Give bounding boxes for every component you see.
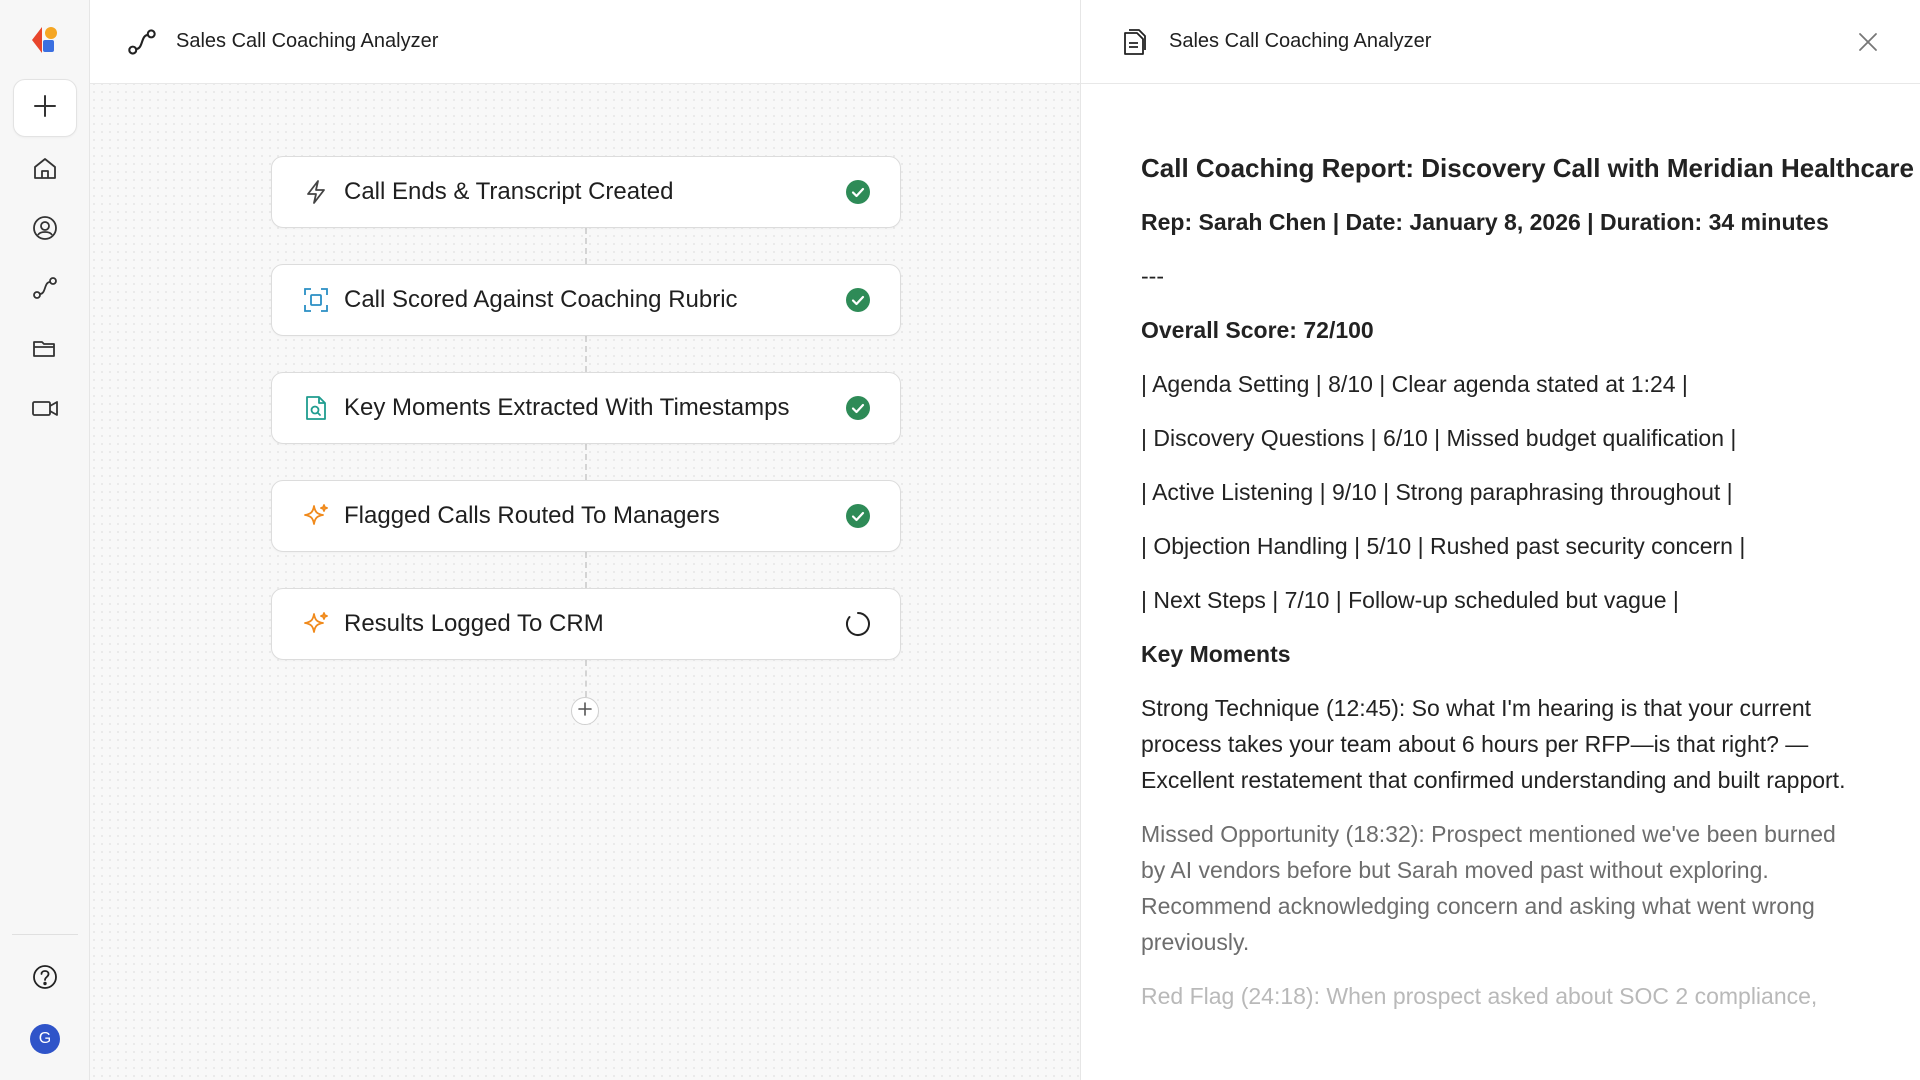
workflow-step[interactable]	[271, 588, 901, 660]
avatar[interactable]: G	[30, 1024, 60, 1054]
workflow-canvas	[90, 0, 1080, 1080]
new-button[interactable]	[13, 79, 77, 137]
left-rail	[0, 0, 90, 1080]
sparkle-icon	[302, 502, 330, 530]
connector	[585, 444, 587, 480]
overall-score: Overall Score: 72/100	[1141, 317, 1374, 343]
canvas-header	[90, 0, 1080, 84]
add-step-button[interactable]	[571, 697, 599, 725]
logo-icon[interactable]	[29, 24, 61, 56]
workflow-step[interactable]	[271, 372, 901, 444]
connector	[585, 552, 587, 588]
report-heading: Call Coaching Report: Discovery Call with Meridian Healthcare	[1141, 153, 1914, 183]
check-circle-icon	[844, 394, 872, 422]
workflow-title: Sales Call Coaching Analyzer	[176, 30, 439, 52]
close-icon[interactable]	[1853, 27, 1883, 57]
workflow-icon	[126, 26, 158, 58]
user-circle-icon[interactable]	[29, 212, 61, 244]
step-label: Results Logged To CRM	[344, 610, 604, 637]
score-row: | Objection Handling | 5/10 | Rushed past security concern |	[1141, 533, 1746, 559]
score-row: | Discovery Questions | 6/10 | Missed budget qualification |	[1141, 425, 1737, 451]
connector	[585, 660, 587, 697]
plus-icon	[32, 93, 58, 124]
help-icon[interactable]	[29, 961, 61, 993]
report-separator: ---	[1141, 263, 1164, 289]
report-meta: Rep: Sarah Chen | Date: January 8, 2026 | Duration: 34 minutes	[1141, 209, 1829, 235]
key-moments-heading: Key Moments	[1141, 641, 1291, 667]
step-label: Flagged Calls Routed To Managers	[344, 502, 720, 529]
rail-divider	[12, 934, 78, 935]
key-moment: Strong Technique (12:45): So what I'm hearing is that your current process takes your team about 6 hours per RFP—is that right? — Excellent restatement that confirmed understanding and built rapport.	[1141, 695, 1846, 793]
connector	[585, 336, 587, 372]
report-panel	[1080, 0, 1920, 1080]
panel-header	[1081, 0, 1920, 84]
document-search-icon	[302, 394, 330, 422]
key-moment: Missed Opportunity (18:32): Prospect mentioned we've been burned by AI vendors before but Sarah moved past without exploring. Recommend acknowledging concern and asking what went wrong previously.	[1141, 821, 1836, 955]
video-icon[interactable]	[29, 392, 61, 424]
workflow-icon[interactable]	[29, 272, 61, 304]
step-label: Call Ends & Transcript Created	[344, 178, 674, 205]
score-row: | Active Listening | 9/10 | Strong paraphrasing throughout |	[1141, 479, 1733, 505]
check-circle-icon	[844, 502, 872, 530]
scan-icon	[302, 286, 330, 314]
workflow-step[interactable]	[271, 156, 901, 228]
plus-icon	[578, 702, 592, 721]
score-row: | Agenda Setting | 8/10 | Clear agenda stated at 1:24 |	[1141, 371, 1688, 397]
panel-title: Sales Call Coaching Analyzer	[1169, 30, 1432, 52]
check-circle-icon	[844, 286, 872, 314]
loading-spinner-icon	[844, 610, 872, 638]
check-circle-icon	[844, 178, 872, 206]
connector	[585, 228, 587, 264]
step-label: Key Moments Extracted With Timestamps	[344, 394, 790, 421]
home-icon[interactable]	[29, 152, 61, 184]
score-row: | Next Steps | 7/10 | Follow-up scheduled but vague |	[1141, 587, 1679, 613]
step-label: Call Scored Against Coaching Rubric	[344, 286, 738, 313]
workflow-step[interactable]	[271, 264, 901, 336]
lightning-icon	[302, 178, 330, 206]
workflow-step[interactable]	[271, 480, 901, 552]
document-icon	[1119, 27, 1149, 57]
key-moment: Red Flag (24:18): When prospect asked about SOC 2 compliance,	[1141, 983, 1818, 1009]
sparkle-icon	[302, 610, 330, 638]
report-content	[1141, 150, 1914, 1032]
folder-icon[interactable]	[29, 332, 61, 364]
